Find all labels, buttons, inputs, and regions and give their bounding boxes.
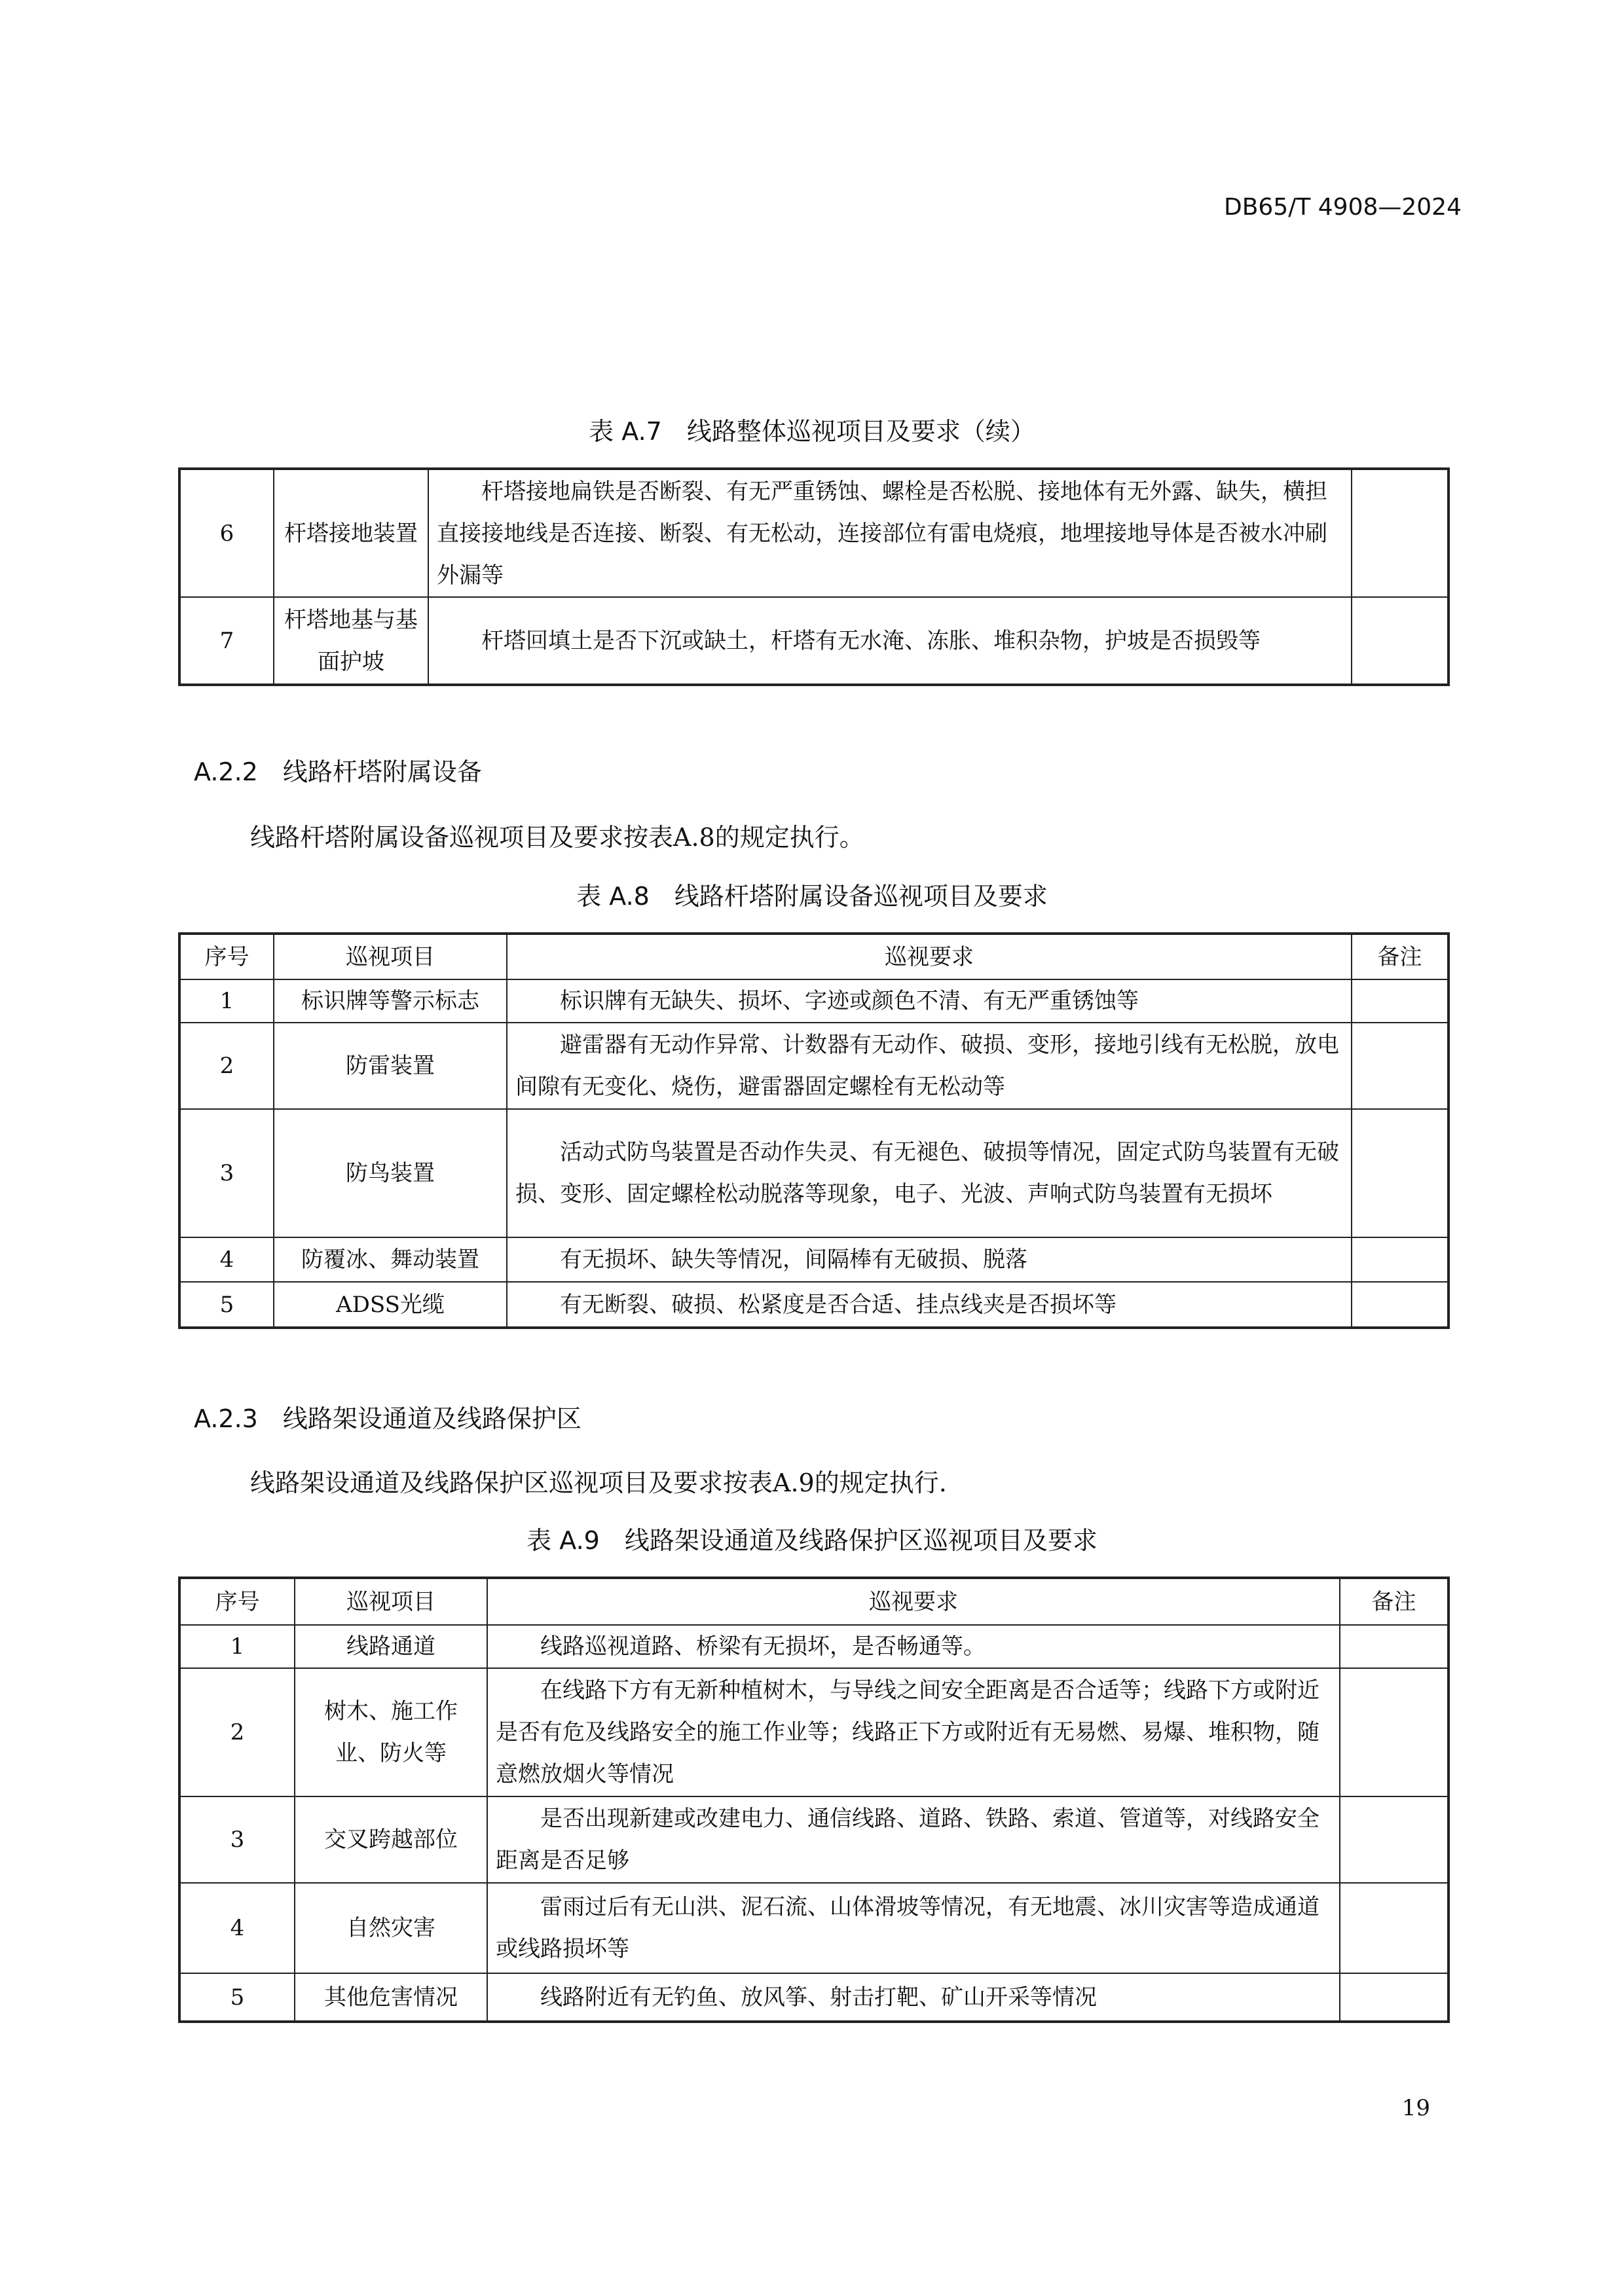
- cell-item: 杆塔地基与基面护坡: [274, 597, 428, 685]
- table-a9-caption: 表 A.9 线路架设通道及线路保护区巡视项目及要求: [526, 1526, 1098, 1555]
- cell-no: 5: [179, 1282, 274, 1328]
- cell-requirement: 杆塔回填土是否下沉或缺土，杆塔有无水淹、冻胀、堆积杂物，护坡是否损毁等: [428, 597, 1352, 685]
- table-a7-caption: 表 A.7 线路整体巡视项目及要求（续）: [589, 417, 1035, 446]
- cell-no: 4: [179, 1237, 274, 1282]
- cell-no: 4: [179, 1883, 295, 1973]
- cell-requirement: 雷雨过后有无山洪、泥石流、山体滑坡等情况，有无地震、冰川灾害等造成通道或线路损坏等: [487, 1883, 1340, 1973]
- cell-requirement: 避雷器有无动作异常、计数器有无动作、破损、变形，接地引线有无松脱，放电间隙有无变化、烧伤，避雷器固定螺栓有无松动等: [507, 1023, 1352, 1109]
- cell-requirement: 有无断裂、破损、松紧度是否合适、挂点线夹是否损坏等: [507, 1282, 1352, 1328]
- section-heading-a22: A.2.2 线路杆塔附属设备: [194, 757, 482, 786]
- table-row: [179, 1109, 1449, 1237]
- cell-requirement: 有无损坏、缺失等情况，间隔棒有无破损、脱落: [507, 1237, 1352, 1282]
- document-number: DB65/T 4908—2024: [1223, 194, 1462, 221]
- cell-note: [1340, 1625, 1449, 1668]
- cell-item: 标识牌等警示标志: [274, 979, 507, 1023]
- cell-no: 1: [179, 1625, 295, 1668]
- cell-no: 3: [179, 1796, 295, 1883]
- table-a7: [178, 467, 1450, 686]
- cell-item: 树木、施工作业、防火等: [295, 1668, 487, 1796]
- cell-item: 交叉跨越部位: [295, 1796, 487, 1883]
- cell-no: 2: [179, 1023, 274, 1109]
- table-row: [179, 1883, 1449, 1973]
- header-requirement: 巡视要求: [487, 1578, 1340, 1625]
- table-header-row: [179, 934, 1449, 979]
- cell-item: 线路通道: [295, 1625, 487, 1668]
- cell-no: 1: [179, 979, 274, 1023]
- table-row: [179, 597, 1449, 685]
- section-heading-a23: A.2.3 线路架设通道及线路保护区: [194, 1404, 581, 1433]
- cell-requirement: 线路巡视道路、桥梁有无损坏，是否畅通等。: [487, 1625, 1340, 1668]
- cell-note: [1352, 469, 1449, 597]
- table-row: [179, 1625, 1449, 1668]
- cell-requirement: 标识牌有无缺失、损坏、字迹或颜色不清、有无严重锈蚀等: [507, 979, 1352, 1023]
- table-row: [179, 1023, 1449, 1109]
- table-header-row: [179, 1578, 1449, 1625]
- header-requirement: 巡视要求: [507, 934, 1352, 979]
- cell-note: [1352, 1109, 1449, 1237]
- section-a23-paragraph: 线路架设通道及线路保护区巡视项目及要求按表A.9的规定执行.: [250, 1468, 947, 1497]
- table-row: [179, 1237, 1449, 1282]
- section-a22-paragraph: 线路杆塔附属设备巡视项目及要求按表A.8的规定执行。: [250, 823, 864, 852]
- cell-item: 防鸟装置: [274, 1109, 507, 1237]
- header-note: 备注: [1352, 934, 1449, 979]
- cell-requirement: 在线路下方有无新种植树木，与导线之间安全距离是否合适等；线路下方或附近是否有危及线路安全的施工作业等；线路正下方或附近有无易燃、易爆、堆积物，随意燃放烟火等情况: [487, 1668, 1340, 1796]
- header-no: 序号: [179, 1578, 295, 1625]
- header-no: 序号: [179, 934, 274, 979]
- header-item: 巡视项目: [295, 1578, 487, 1625]
- cell-note: [1352, 1282, 1449, 1328]
- cell-item: ADSS光缆: [274, 1282, 507, 1328]
- cell-note: [1352, 1023, 1449, 1109]
- cell-note: [1340, 1883, 1449, 1973]
- cell-item: 防雷装置: [274, 1023, 507, 1109]
- cell-note: [1352, 597, 1449, 685]
- cell-requirement: 线路附近有无钓鱼、放风筝、射击打靶、矿山开采等情况: [487, 1973, 1340, 2022]
- cell-note: [1340, 1668, 1449, 1796]
- cell-no: 3: [179, 1109, 274, 1237]
- header-item: 巡视项目: [274, 934, 507, 979]
- cell-item: 防覆冰、舞动装置: [274, 1237, 507, 1282]
- page-number: 19: [1401, 2095, 1430, 2121]
- cell-requirement: 是否出现新建或改建电力、通信线路、道路、铁路、索道、管道等，对线路安全距离是否足够: [487, 1796, 1340, 1883]
- cell-requirement: 杆塔接地扁铁是否断裂、有无严重锈蚀、螺栓是否松脱、接地体有无外露、缺失，横担直接接地线是否连接、断裂、有无松动，连接部位有雷电烧痕，地埋接地导体是否被水冲刷外漏等: [428, 469, 1352, 597]
- cell-note: [1352, 979, 1449, 1023]
- cell-note: [1352, 1237, 1449, 1282]
- table-a8-caption: 表 A.8 线路杆塔附属设备巡视项目及要求: [576, 882, 1048, 911]
- header-note: 备注: [1340, 1578, 1449, 1625]
- cell-no: 2: [179, 1668, 295, 1796]
- table-row: [179, 979, 1449, 1023]
- table-row: [179, 1282, 1449, 1328]
- cell-item: 其他危害情况: [295, 1973, 487, 2022]
- table-row: [179, 1973, 1449, 2022]
- cell-no: 7: [179, 597, 274, 685]
- table-row: [179, 469, 1449, 597]
- cell-item: 杆塔接地装置: [274, 469, 428, 597]
- table-a9: [178, 1576, 1450, 2023]
- table-a8: [178, 932, 1450, 1329]
- cell-requirement: 活动式防鸟装置是否动作失灵、有无褪色、破损等情况，固定式防鸟装置有无破损、变形、固定螺栓松动脱落等现象，电子、光波、声响式防鸟装置有无损坏: [507, 1109, 1352, 1237]
- cell-note: [1340, 1796, 1449, 1883]
- table-row: [179, 1796, 1449, 1883]
- cell-item: 自然灾害: [295, 1883, 487, 1973]
- cell-note: [1340, 1973, 1449, 2022]
- cell-no: 5: [179, 1973, 295, 2022]
- table-row: [179, 1668, 1449, 1796]
- cell-no: 6: [179, 469, 274, 597]
